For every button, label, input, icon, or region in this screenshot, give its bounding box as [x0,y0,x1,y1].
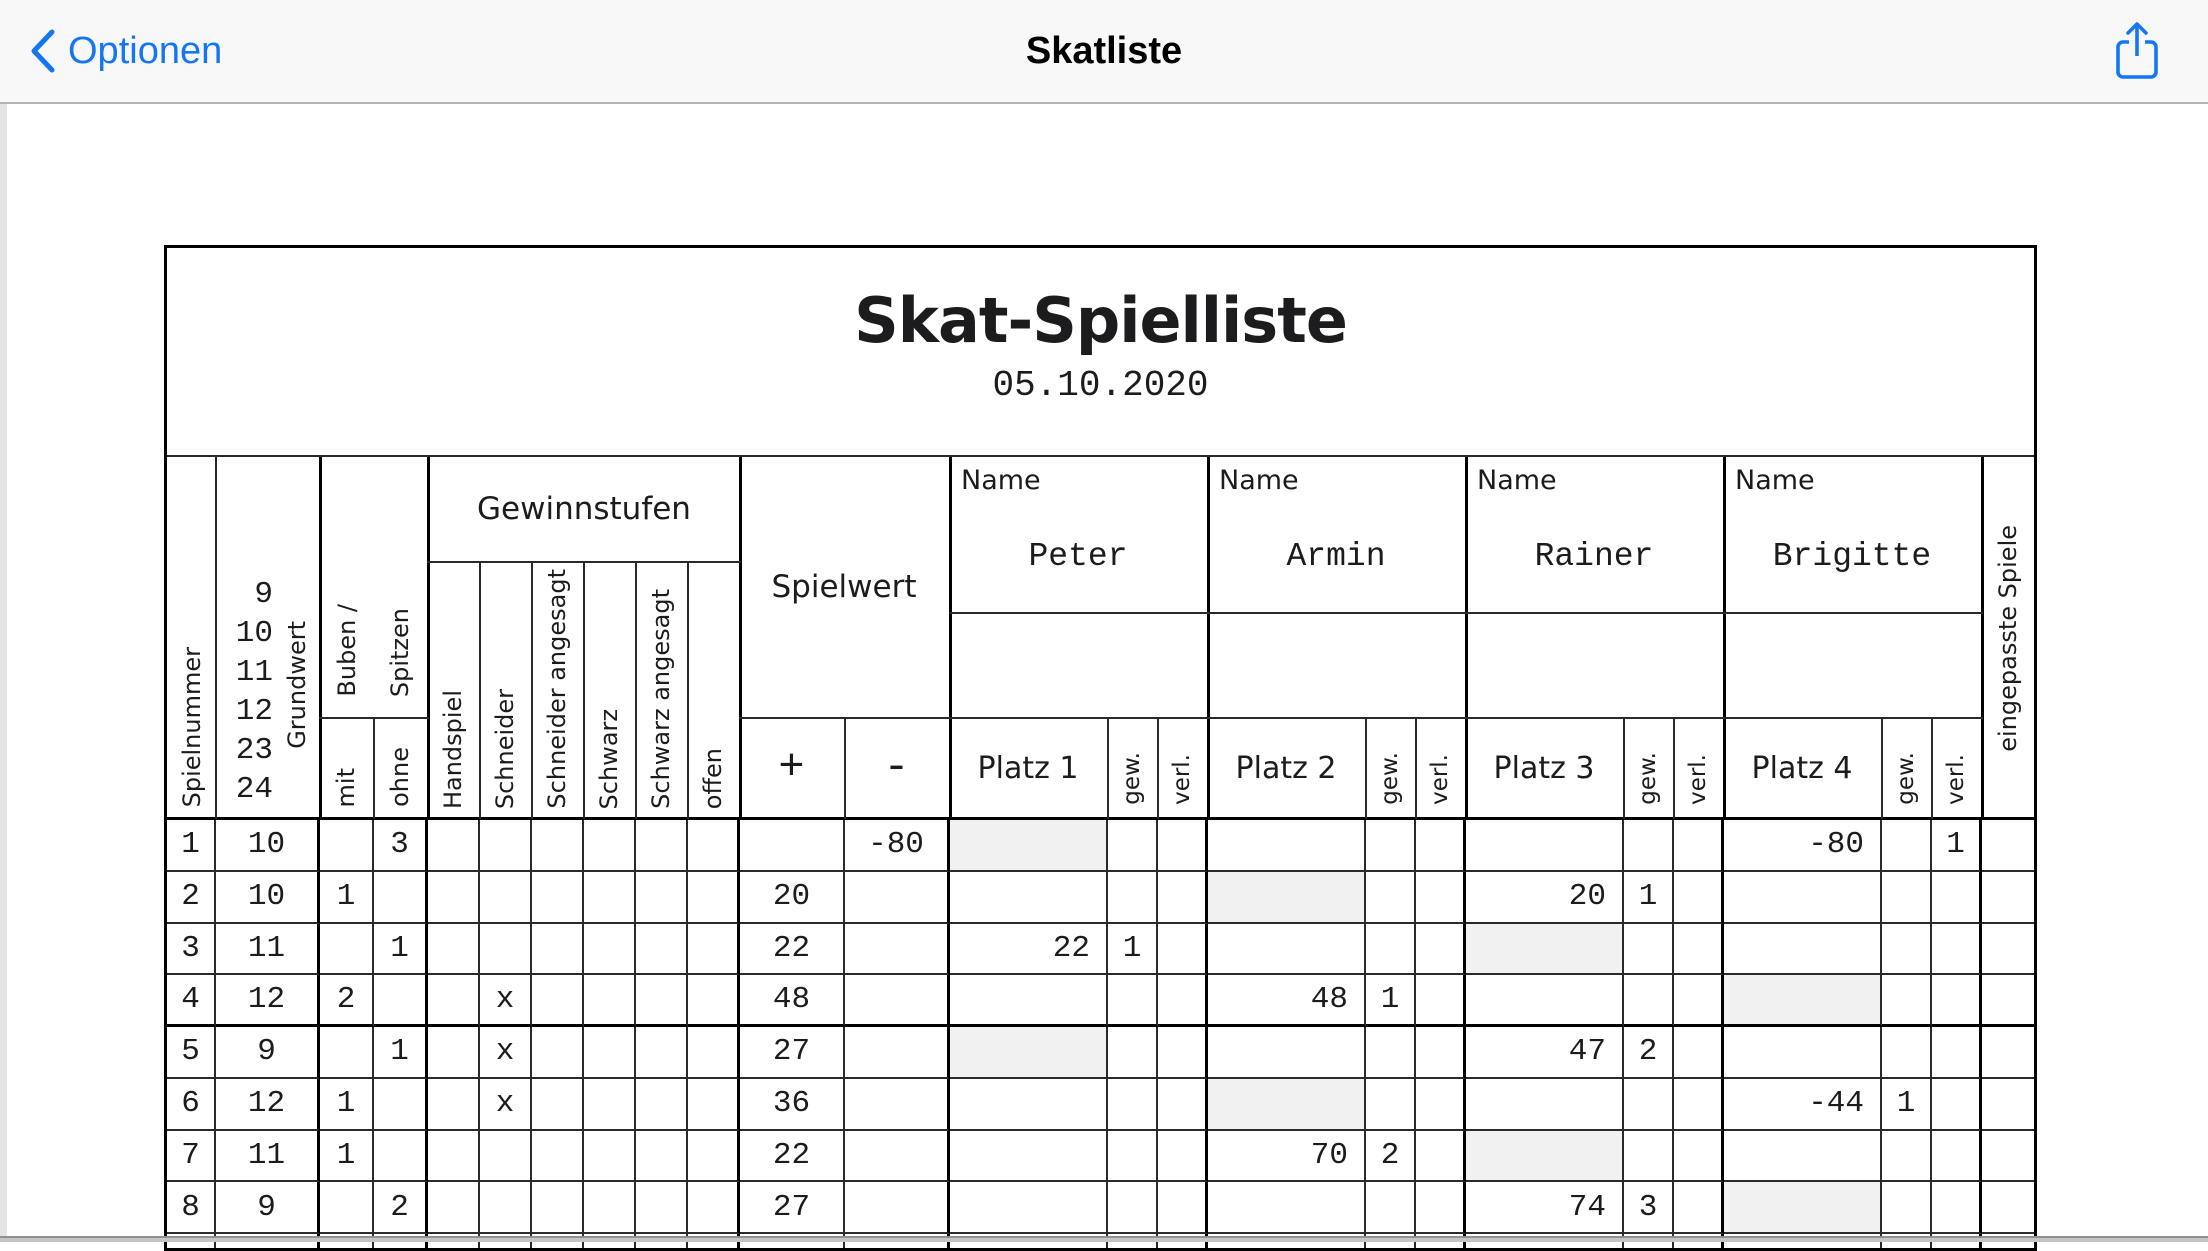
col-label-platz-4: Platz 4 [1751,750,1853,786]
cell [428,1027,480,1079]
cell [950,820,1108,872]
col-label-gew: gew. [1635,752,1661,805]
table-row [167,1131,2034,1183]
table-row [167,872,2034,924]
cell [1624,1079,1674,1131]
cell [480,1182,532,1234]
cell [532,924,584,976]
cell: 2 [374,1182,428,1234]
cell [480,820,532,872]
cell [1108,872,1158,924]
cell: 3 [167,924,216,976]
cell: 12 [216,975,320,1027]
cell [1466,924,1624,976]
cell [532,1131,584,1183]
cell [1724,872,1882,924]
cell [1466,820,1624,872]
cell: 1 [167,820,216,872]
cell: 36 [740,1079,845,1131]
cell [1674,1131,1724,1183]
cell [1882,1027,1932,1079]
cell [532,1079,584,1131]
name-label: Name [961,465,1041,496]
cell [480,872,532,924]
cell [584,1079,636,1131]
table-row [167,820,2034,872]
cell [428,872,480,924]
col-label-verl: verl. [1943,754,1969,805]
cell [532,1182,584,1234]
cell [636,1182,688,1234]
col-label-platz-1: Platz 1 [977,750,1079,786]
cell [950,1131,1108,1183]
cell: 2 [320,975,374,1027]
cell [1108,975,1158,1027]
cell [688,872,740,924]
cell [374,975,428,1027]
back-button-label: Optionen [68,29,223,72]
cell [1466,1079,1624,1131]
cell: 1 [1366,975,1416,1027]
cell [1366,1027,1416,1079]
cell [1624,1131,1674,1183]
share-icon [2114,20,2160,82]
cell: 9 [216,1182,320,1234]
cell [636,975,688,1027]
cell [1724,1027,1882,1079]
cell: -44 [1724,1079,1882,1131]
cell [1158,924,1208,976]
name-label: Name [1735,465,1815,496]
cell [1366,924,1416,976]
cell [950,975,1108,1027]
cell [636,872,688,924]
col-label-gew: gew. [1377,752,1403,805]
cell [1932,1182,1982,1234]
cell [1108,1182,1158,1234]
cell [1416,924,1466,976]
cell [1624,975,1674,1027]
cell: 5 [167,1027,216,1079]
cell: 12 [216,1079,320,1131]
cell [688,924,740,976]
grundwert-values: 9 10 11 12 23 24 [235,577,273,807]
cell [845,1027,950,1079]
cell [1208,872,1366,924]
cell [1366,820,1416,872]
cell [428,1131,480,1183]
cell [1882,924,1932,976]
cell [374,1079,428,1131]
col-label-handspiel: Handspiel [439,689,467,809]
cell [1674,1079,1724,1131]
cell [1208,1182,1366,1234]
cell [1882,975,1932,1027]
cell [688,1131,740,1183]
cell: 1 [320,1079,374,1131]
cell [1982,1182,2034,1234]
col-label-spitzen: Spitzen [386,607,414,697]
navigation-bar [0,0,2208,104]
table-row [167,1079,2034,1131]
cell [1416,1027,1466,1079]
cell [1674,1027,1724,1079]
sheet-title: Skat-Spielliste [854,284,1347,357]
cell [532,1027,584,1079]
cell [845,924,950,976]
cell [1882,1131,1932,1183]
cell [845,1079,950,1131]
cell [1982,975,2034,1027]
cell [1932,1079,1982,1131]
cell [480,1131,532,1183]
col-label-eingepasste-spiele: eingepasste Spiele [1993,524,2022,752]
cell [1724,975,1882,1027]
cell [1932,924,1982,976]
cell: 10 [216,872,320,924]
cell [584,872,636,924]
cell [480,924,532,976]
cell [1158,1182,1208,1234]
cell: 1 [374,1027,428,1079]
cell: 4 [167,975,216,1027]
cell [1624,924,1674,976]
cell [845,1182,950,1234]
group-label-gewinnstufen: Gewinnstufen [477,491,691,527]
table-row [167,924,2034,976]
cell: 48 [1208,975,1366,1027]
cell: 2 [1624,1027,1674,1079]
cell [1158,1027,1208,1079]
cell: 70 [1208,1131,1366,1183]
cell: x [480,975,532,1027]
col-label-verl: verl. [1169,754,1195,805]
cell [532,820,584,872]
cell: 74 [1466,1182,1624,1234]
cell: 7 [167,1131,216,1183]
cell: 1 [320,1131,374,1183]
cell [428,1182,480,1234]
col-label-schneider: Schneider [491,688,519,809]
cell: 27 [740,1027,845,1079]
cell: 27 [740,1182,845,1234]
cell [584,1027,636,1079]
col-label-minus: - [883,743,910,793]
cell: 11 [216,924,320,976]
cell [584,1131,636,1183]
cell [1724,1182,1882,1234]
col-label-spielnummer: Spielnummer [177,646,206,807]
cell [1208,820,1366,872]
col-label-schwarz-angesagt: Schwarz angesagt [647,589,675,809]
cell [1882,872,1932,924]
cell [1674,872,1724,924]
cell [1982,1079,2034,1131]
cell [1982,1131,2034,1183]
cell [1108,1131,1158,1183]
cell [428,975,480,1027]
cell: 11 [216,1131,320,1183]
cell: 2 [1366,1131,1416,1183]
cell [320,924,374,976]
col-label-mit: mit [332,767,360,807]
cell [428,820,480,872]
cell [1674,820,1724,872]
table-row [167,975,2034,1027]
cell [688,820,740,872]
cell [1416,872,1466,924]
col-label-schwarz: Schwarz [595,708,623,809]
cell [374,872,428,924]
col-label-verl: verl. [1685,754,1711,805]
cell [532,872,584,924]
col-label-schneider-angesagt: Schneider angesagt [543,569,571,809]
sheet-title-block [167,248,2034,455]
cell [1932,1131,1982,1183]
cell [1466,975,1624,1027]
cell [1882,1182,1932,1234]
cell: 1 [320,872,374,924]
cell [1208,924,1366,976]
cell [1158,975,1208,1027]
cell: 1 [1932,820,1982,872]
player-name: Rainer [1534,537,1654,575]
cell [1416,820,1466,872]
page-edge [0,104,7,1242]
cell: 1 [1882,1079,1932,1131]
cell: 22 [740,924,845,976]
cell [1674,924,1724,976]
cell: 1 [1624,872,1674,924]
player-name: Brigitte [1772,537,1932,575]
cell [1158,1079,1208,1131]
cell [1932,975,1982,1027]
col-label-gew: gew. [1893,752,1919,805]
cell [320,1182,374,1234]
cell [584,1182,636,1234]
cell [1416,975,1466,1027]
cell [532,975,584,1027]
cell [1158,872,1208,924]
group-label-spielwert: Spielwert [771,569,917,605]
cell [950,1027,1108,1079]
col-label-platz-3: Platz 3 [1493,750,1595,786]
cell [1158,1131,1208,1183]
cell [584,975,636,1027]
sheet-date: 05.10.2020 [992,365,1209,406]
cell [1466,1131,1624,1183]
page-title: Skatliste [1025,29,1183,72]
cell: 22 [740,1131,845,1183]
col-label-gew: gew. [1119,752,1145,805]
cell [950,1182,1108,1234]
col-label-verl: verl. [1427,754,1453,805]
cell [845,975,950,1027]
table-row [167,1182,2034,1234]
cell [1108,1027,1158,1079]
cell [584,924,636,976]
cell [1982,924,2034,976]
cell: x [480,1027,532,1079]
cell: x [480,1079,532,1131]
cell [688,1027,740,1079]
cell [1724,1131,1882,1183]
cell [1416,1131,1466,1183]
cell [1366,1182,1416,1234]
cell [688,1182,740,1234]
cell [584,820,636,872]
cell: 20 [740,872,845,924]
cell [740,820,845,872]
cell [845,872,950,924]
cell: 2 [167,872,216,924]
cell [320,1027,374,1079]
cell [1982,820,2034,872]
cell [1366,1079,1416,1131]
col-label-platz-2: Platz 2 [1235,750,1337,786]
cell [1674,1182,1724,1234]
cell [374,1131,428,1183]
cell [950,1079,1108,1131]
cell [1366,872,1416,924]
table-row [167,1027,2034,1079]
cell: 3 [1624,1182,1674,1234]
table-body [167,817,2034,1248]
cell [688,1079,740,1131]
cell: 6 [167,1079,216,1131]
cell: 1 [374,924,428,976]
player-name: Peter [1028,537,1128,575]
cell [636,1027,688,1079]
col-label-buben: Buben / [333,604,361,697]
name-label: Name [1219,465,1299,496]
cell [1932,872,1982,924]
col-label-plus: + [778,743,805,793]
cell: 20 [1466,872,1624,924]
cell [636,1079,688,1131]
cell [1674,975,1724,1027]
page-bottom-edge [0,1236,2208,1242]
cell [636,820,688,872]
cell: 47 [1466,1027,1624,1079]
cell [1982,872,2034,924]
cell [688,975,740,1027]
cell: 22 [950,924,1108,976]
col-label-offen: offen [699,747,727,809]
cell: 48 [740,975,845,1027]
cell [1108,1079,1158,1131]
cell [1982,1027,2034,1079]
cell: -80 [845,820,950,872]
cell [636,924,688,976]
cell [845,1131,950,1183]
cell [1932,1027,1982,1079]
cell [1624,820,1674,872]
cell [1108,820,1158,872]
cell [1208,1027,1366,1079]
cell: 8 [167,1182,216,1234]
skat-score-sheet [164,245,2037,1251]
cell: 1 [1108,924,1158,976]
cell [1416,1079,1466,1131]
col-label-ohne: ohne [386,747,414,807]
cell [1882,820,1932,872]
cell [1208,1079,1366,1131]
cell [428,924,480,976]
table-header [167,455,2034,817]
col-label-grundwert: Grundwert [283,621,311,749]
cell [428,1079,480,1131]
cell: 3 [374,820,428,872]
player-name: Armin [1286,537,1386,575]
cell: 9 [216,1027,320,1079]
cell [320,820,374,872]
cell [1416,1182,1466,1234]
cell [1158,820,1208,872]
cell [636,1131,688,1183]
cell: 10 [216,820,320,872]
name-label: Name [1477,465,1557,496]
cell [950,872,1108,924]
cell [1724,924,1882,976]
cell: -80 [1724,820,1882,872]
share-button[interactable] [2112,16,2162,86]
